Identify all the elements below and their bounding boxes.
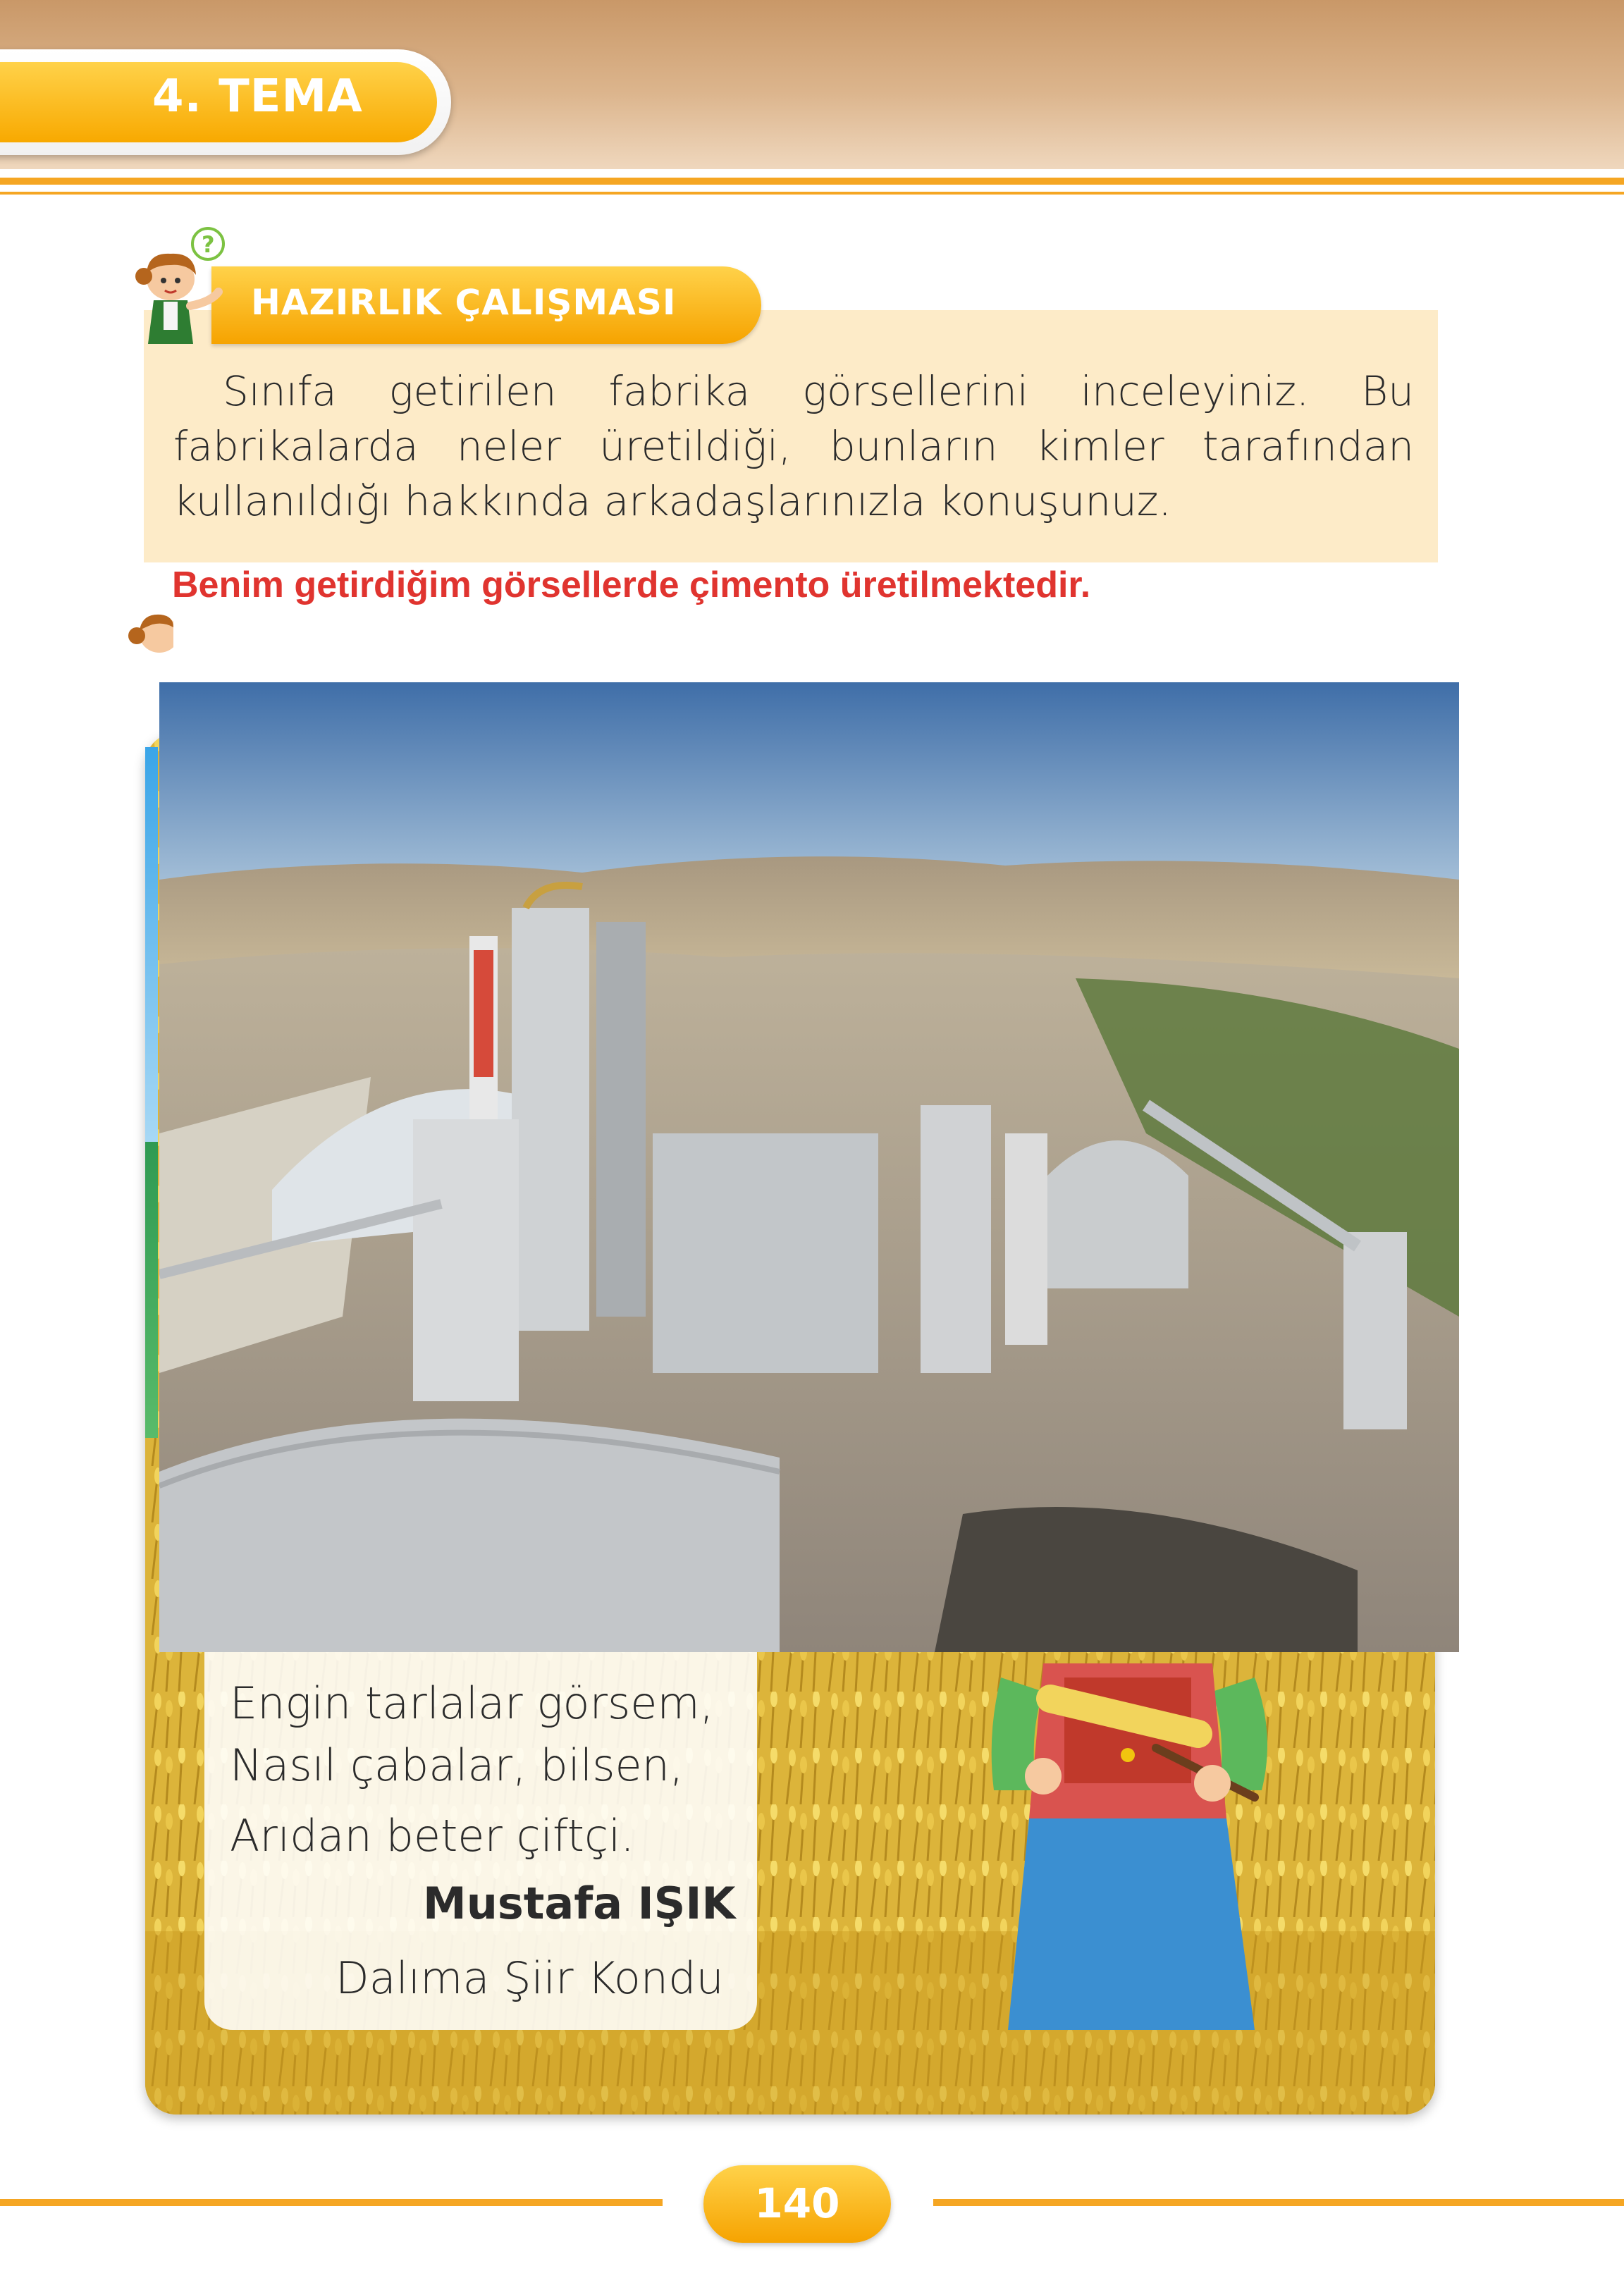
student-answer: Benim getirdiğim görsellerde çimento üretilmektedir. xyxy=(172,565,1091,605)
theme-label: 4. TEMA xyxy=(152,70,363,123)
farmer-illustration xyxy=(945,1635,1311,2030)
girl-mascot-icon xyxy=(127,224,247,351)
preparation-instruction: Sınıfa getirilen fabrika görsellerini inceleyiniz. Bu fabrikalarda neler üretildiği, bunların kimler tarafından kullanıldığı hakkında arkadaşlarınızla konuşunuz. xyxy=(173,367,1414,525)
header-divider-thin xyxy=(0,192,1624,195)
page-number: 140 xyxy=(754,2179,840,2227)
footer-divider-left xyxy=(0,2199,663,2206)
poem-line: Arıdan beter çiftçi. xyxy=(230,1810,635,1861)
preparation-title: HAZIRLIK ÇALIŞMASI xyxy=(251,282,677,323)
header-divider xyxy=(0,178,1624,185)
question-mark-icon: ? xyxy=(202,231,215,258)
cement-factory-photo xyxy=(159,682,1459,1652)
poem-line: Engin tarlalar görsem, xyxy=(230,1678,714,1729)
poem-line: Nasıl çabalar, bilsen, xyxy=(230,1740,684,1791)
footer-divider-right xyxy=(933,2199,1624,2206)
girl-mascot-partial-icon xyxy=(124,606,173,677)
panel-edge-green xyxy=(145,1142,158,1438)
poem-author: Mustafa IŞIK xyxy=(423,1878,736,1929)
poem-source-book: Dalıma Şiir Kondu xyxy=(336,1952,724,2004)
panel-edge-blue xyxy=(145,747,158,1142)
